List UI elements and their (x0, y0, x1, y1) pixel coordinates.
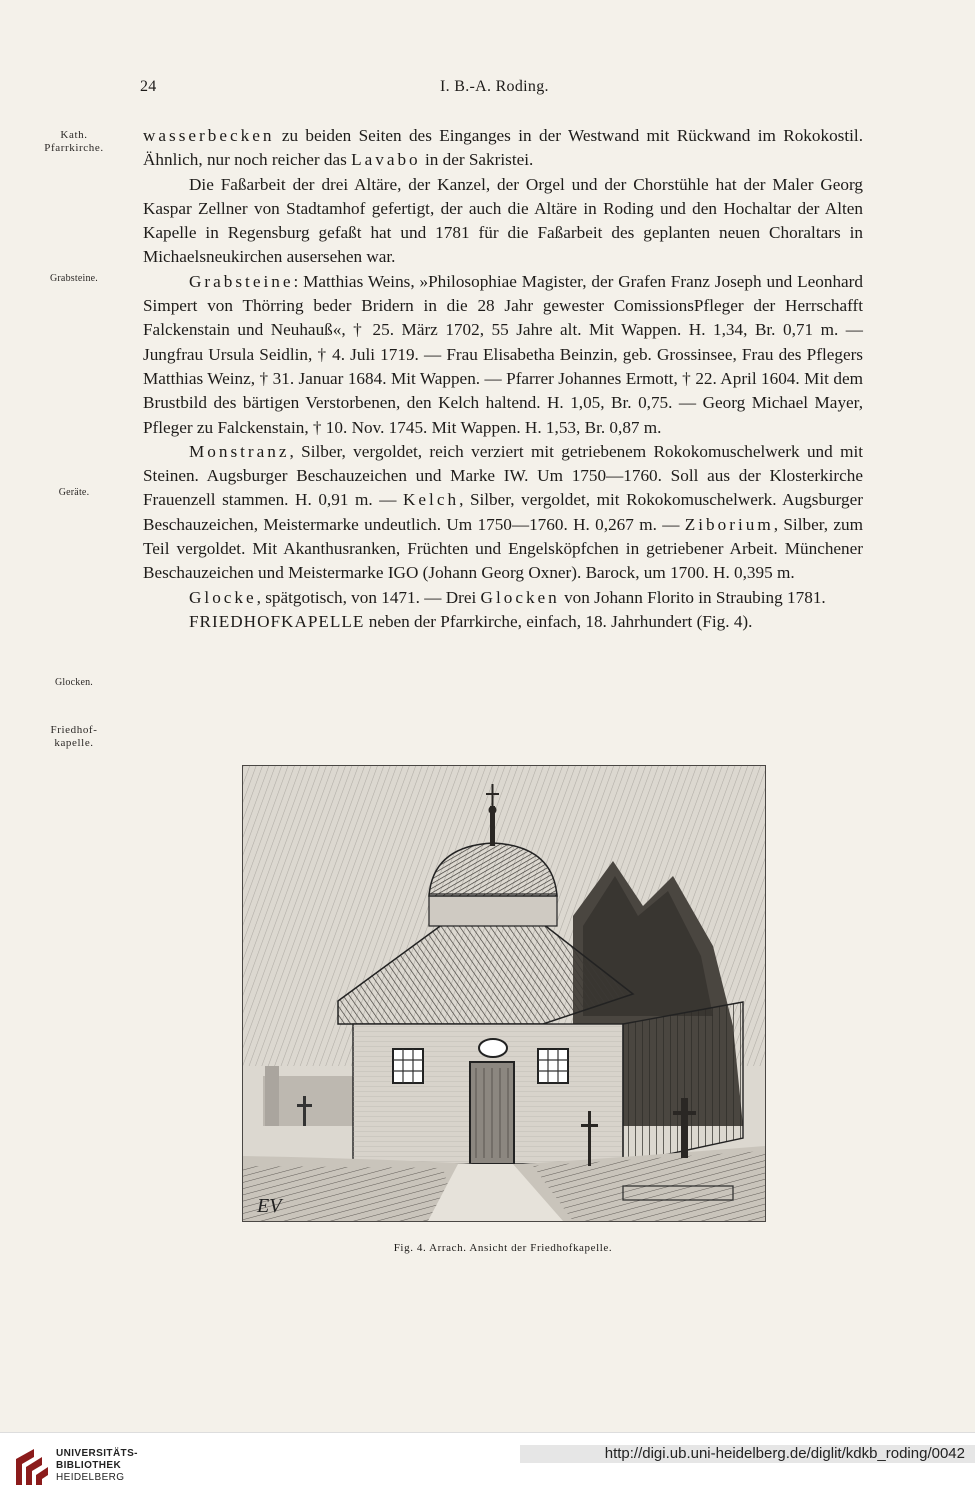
margin-note-glocken: Glocken. (55, 677, 93, 688)
paragraph-geraete (143, 440, 863, 586)
margin-note-friedhof-line2: kapelle. (54, 737, 94, 749)
library-name-line1: UNIVERSITÄTS- (56, 1448, 138, 1459)
spaced-term: wasserbecken (143, 126, 275, 145)
margin-note-friedhofkapelle (18, 724, 130, 750)
caps-term: FRIEDHOFKAPELLE (189, 611, 365, 631)
paragraph-text: , spätgotisch, von 1471. — Drei (256, 587, 481, 607)
margin-note-grabsteine: Grabsteine. (49, 273, 98, 284)
margin-note-friedhof-line1: Friedhof- (50, 724, 98, 736)
figure-friedhofkapelle-drawing (242, 765, 766, 1222)
body-text (143, 124, 863, 634)
library-name (56, 1448, 138, 1484)
paragraph-text: neben der Pfarrkirche, einfach, 18. Jahrhundert (Fig. 4). (364, 611, 753, 631)
paragraph-weihwasser (143, 124, 863, 173)
spaced-term: Glocken (480, 587, 560, 607)
paragraph-glocken (143, 586, 863, 610)
library-footer (0, 1432, 975, 1503)
paragraph-text: , Silber, vergoldet, mit Rokokomuschelwerk. Augsburger Beschauzeichen, Meistermarke undeutlich. Um 1750—1760. H. 0,267 m. — (143, 490, 863, 534)
library-logo-icon (12, 1445, 52, 1491)
paragraph-grabsteine (143, 270, 863, 440)
margin-note-kath (18, 129, 130, 155)
figure-caption: Fig. 4. Arrach. Ansicht der Friedhofkapelle. (393, 1242, 613, 1254)
paragraph-text: , Silber, vergoldet, reich verziert mit getriebenem Rokokomuschelwerk und mit Steinen. Augsburger Beschauzeichen und Marke IW. Um 1750—1760. Soll aus der Klosterkirche Frauenzell stammen. H. 0,91 m. — (143, 441, 863, 510)
spaced-term: Grabsteine (189, 271, 294, 291)
spaced-term: Lavabo (351, 150, 421, 170)
margin-note-kath-line2: Pfarrkirche. (44, 142, 104, 154)
page-number: 24 (140, 78, 157, 95)
library-name-line2: BIBLIOTHEK (56, 1460, 122, 1471)
chapel-window-left (393, 1049, 423, 1083)
spaced-term: Glocke (189, 587, 257, 607)
chapel-oculus (479, 1039, 507, 1057)
paragraph-text: von Johann Florito in Straubing 1781. (559, 587, 826, 607)
running-head (140, 78, 860, 102)
spaced-term: Ziborium (684, 514, 774, 534)
paragraph-text: in der Sakristei. (420, 150, 534, 170)
chapel-illustration (243, 766, 765, 1221)
spaced-term: Kelch (403, 490, 460, 510)
paragraph-text: : Matthias Weins, »Philosophiae Magister, der Grafen Franz Joseph und Leonhard Simpert von Thörring beder Bridern in die 28 Jahr gewester ComissionsPfleger der Herrschafft Falckenstain und Neuhauß«, † 25. März 1702, 55 Jahre alt. Mit Wappen. H. 1,34, Br. 0,71 m. — Jungfrau Ursula Seidlin, † 4. Juli 1719. — Frau Elisabetha Beinzin, geb. Grossinsee, Frau des Pflegers Matthias Weinz, † 31. Januar 1684. Mit Wappen. — Pfarrer Johannes Ermott, † 22. April 1604. Mit dem Brustbild des bärtigen Verstorbenen, den Kelch haltend. H. 1,05, Br. 0,75. — Georg Michael Mayer, Pfleger zu Falckenstain, † 10. Nov. 1745. Mit Wappen. H. 1,53, Br. 0,87 m. (143, 271, 863, 437)
artist-signature: EV (257, 1195, 282, 1217)
paragraph-text: , Silber, zum Teil vergoldet. Mit Akanthusranken, Früchten und Engelsköpfchen in getriebener Arbeit. Münchener Beschauzeichen und Meistermarke IGO (Johann Georg Oxner). Barock, um 1700. H. 0,395 m. (143, 514, 863, 583)
margin-note-geraete: Geräte. (58, 487, 90, 498)
running-title: I. B.-A. Roding. (440, 78, 549, 95)
chapel-window-right (538, 1049, 568, 1083)
paragraph-friedhofkapelle (143, 610, 863, 634)
paragraph-fassarbeit: Die Faßarbeit der drei Altäre, der Kanzel, der Orgel und der Chorstühle hat der Maler Georg Kaspar Zellner von Stadtamhof gefertigt, der auch die Altäre in Roding und den Hochaltar der Alten Kapelle in Regensburg gefaßt hat und 1781 für die Faßarbeit des geplanten neuen Choraltars in Michaelsneukirchen ausersehen war. (143, 174, 863, 267)
paragraph-text: zu beiden Seiten des Einganges in der Westwand mit Rückwand im Rokokostil. Ähnlich, nur noch reicher das (143, 126, 863, 170)
url-bar[interactable] (520, 1445, 975, 1463)
library-name-line3: HEIDELBERG (56, 1472, 125, 1483)
spaced-term: Monstranz (189, 441, 290, 461)
permalink-url[interactable]: http://digi.ub.uni-heidelberg.de/diglit/kdkb_roding/0042 (604, 1445, 965, 1462)
margin-note-kath-line1: Kath. (60, 129, 88, 141)
